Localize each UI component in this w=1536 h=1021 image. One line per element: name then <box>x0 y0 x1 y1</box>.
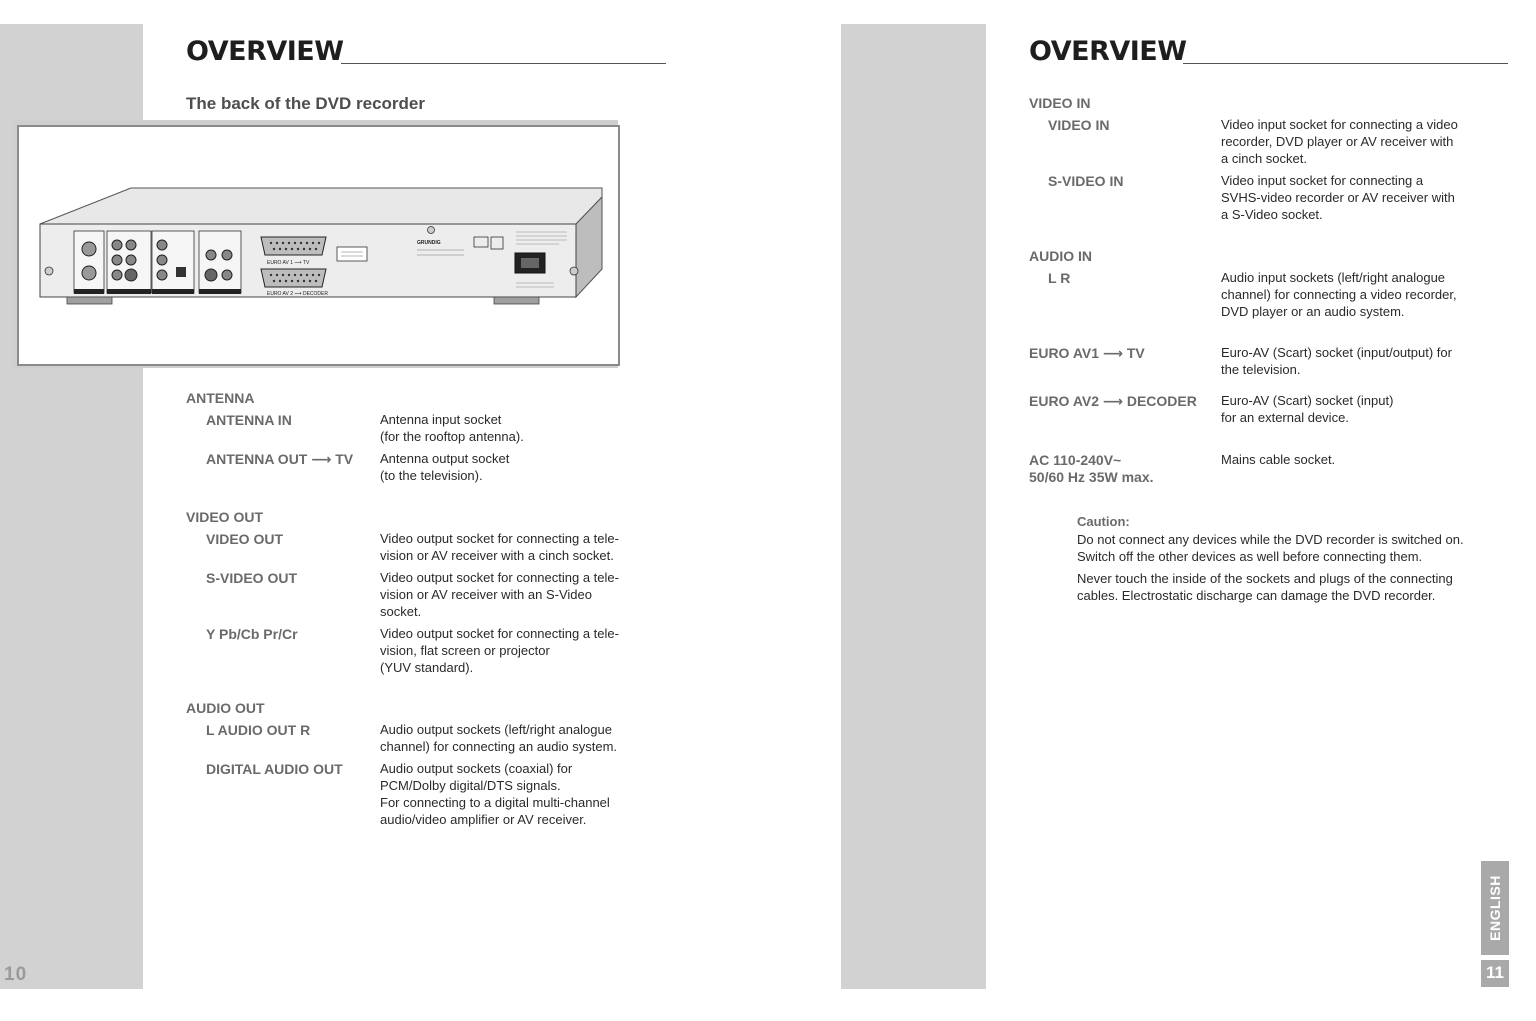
left-title-rule <box>341 63 666 64</box>
ac-power-desc: Mains cable socket. <box>1221 452 1336 467</box>
video-out-desc: Video output socket for connecting a tele- vision or AV receiver with a cinch socket. <box>380 531 619 563</box>
right-title-rule <box>1183 63 1508 64</box>
caution-heading: Caution: <box>1077 514 1130 529</box>
euro-av2-term: EURO AV2 ⟶ DECODER <box>1029 393 1197 409</box>
left-page-number: 10 <box>4 964 28 985</box>
right-page-number-tab <box>1481 960 1509 987</box>
figure-subtitle: The back of the DVD recorder <box>186 94 426 113</box>
language-tab-label: ENGLISH <box>1487 875 1503 941</box>
right-page-number: 11 <box>1486 963 1504 982</box>
audio-in-lr-term: L R <box>1048 270 1071 286</box>
antenna-heading: ANTENNA <box>186 390 255 406</box>
euro-av1-device-label: EURO AV 1 ⟶ TV <box>267 260 310 266</box>
antenna-in-term: ANTENNA IN <box>206 412 292 428</box>
euro-av2-device-label: EURO AV 2 ⟶ DECODER <box>267 291 328 297</box>
language-tab <box>1481 861 1509 955</box>
ypbpr-term: Y Pb/Cb Pr/Cr <box>206 626 298 642</box>
euro-av2-desc: Euro-AV (Scart) socket (input) for an external device. <box>1221 393 1394 425</box>
audio-out-lr-desc: Audio output sockets (left/right analogue channel) for connecting an audio system. <box>380 722 618 754</box>
s-video-out-desc: Video output socket for connecting a tele- vision or AV receiver with an S-Video socket. <box>380 570 619 619</box>
digital-audio-out-desc: Audio output sockets (coaxial) for PCM/Dolby digital/DTS signals. For connecting to a digital multi-channel audio/video amplifier or AV receiver. <box>380 761 610 827</box>
s-video-in-desc: Video input socket for connecting a SVHS-video recorder or AV receiver with a S-Video socket. <box>1221 173 1455 222</box>
video-in-term: VIDEO IN <box>1048 117 1110 133</box>
audio-in-heading: AUDIO IN <box>1029 248 1092 264</box>
antenna-in-desc: Antenna input socket (for the rooftop antenna). <box>380 412 524 444</box>
caution-paragraph-2: Never touch the inside of the sockets and plugs of the connecting cables. Electrostatic discharge can damage the DVD recorder. <box>1077 571 1453 603</box>
euro-av1-desc: Euro-AV (Scart) socket (input/output) for the television. <box>1221 345 1452 377</box>
antenna-out-desc: Antenna output socket (to the television). <box>380 451 510 483</box>
s-video-out-term: S-VIDEO OUT <box>206 570 298 586</box>
digital-audio-out-term: DIGITAL AUDIO OUT <box>206 761 343 777</box>
s-video-in-term: S-VIDEO IN <box>1048 173 1124 189</box>
audio-out-lr-term: L AUDIO OUT R <box>206 722 311 738</box>
right-margin-band <box>841 24 986 989</box>
brand-label: GRUNDIG <box>417 240 441 246</box>
video-out-heading: VIDEO OUT <box>186 509 264 525</box>
ac-power-term: AC 110-240V~ 50/60 Hz 35W max. <box>1029 452 1154 485</box>
dvd-recorder-illustration <box>17 125 620 366</box>
audio-in-lr-desc: Audio input sockets (left/right analogue channel) for connecting a video recorder, DVD player or an audio system. <box>1221 270 1457 319</box>
right-page-title: OVERVIEW <box>1029 36 1187 67</box>
caution-paragraph-1: Do not connect any devices while the DVD recorder is switched on. Switch off the other devices as well before connecting them. <box>1077 532 1464 564</box>
ypbpr-desc: Video output socket for connecting a tele- vision, flat screen or projector (YUV standard). <box>380 626 619 675</box>
video-out-term: VIDEO OUT <box>206 531 284 547</box>
euro-av1-term: EURO AV1 ⟶ TV <box>1029 345 1145 361</box>
antenna-out-term: ANTENNA OUT ⟶ TV <box>206 451 354 467</box>
video-in-desc: Video input socket for connecting a video recorder, DVD player or AV receiver with a cinch socket. <box>1221 117 1458 166</box>
video-in-heading: VIDEO IN <box>1029 95 1091 111</box>
audio-out-heading: AUDIO OUT <box>186 700 265 716</box>
left-page-title: OVERVIEW <box>186 36 344 67</box>
dvd-recorder-back-drawing <box>19 127 618 364</box>
